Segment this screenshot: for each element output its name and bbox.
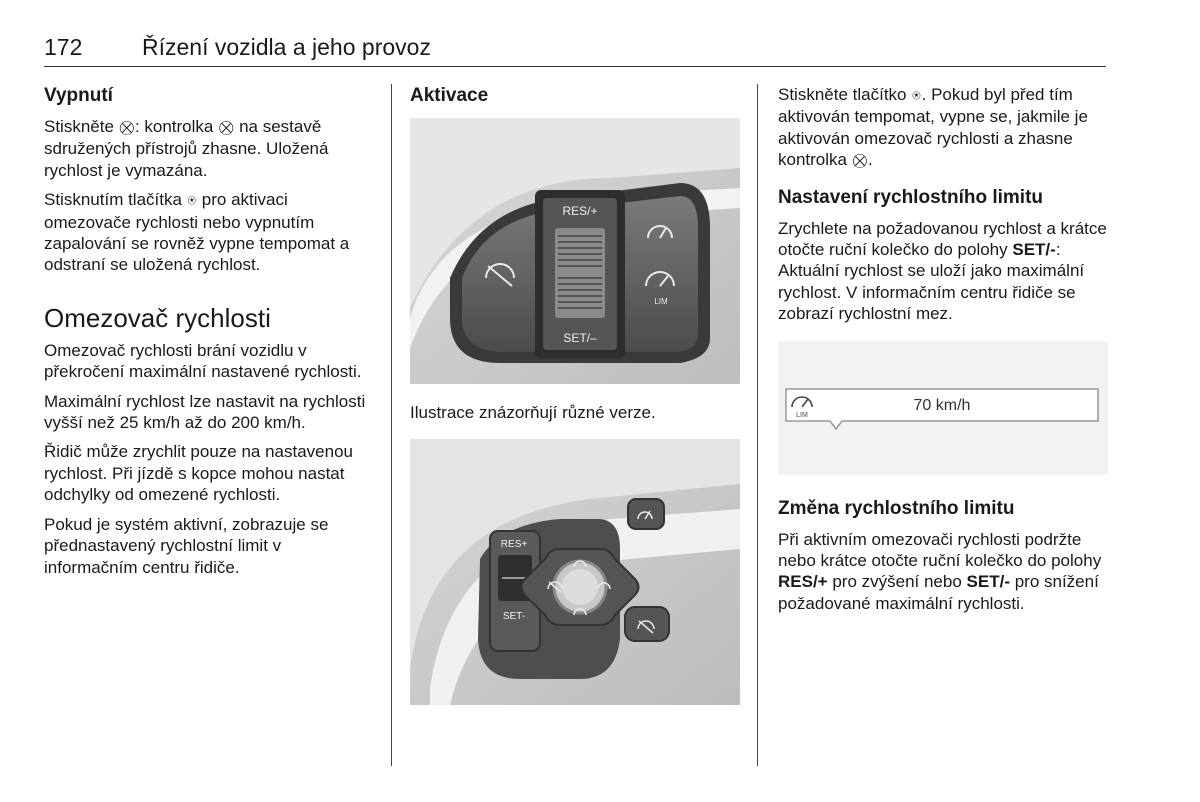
paragraph-omezovac-4: Pokud je systém aktivní, zobrazuje se přednastavený rychlostní limit v informačním centru řidiče.	[44, 514, 329, 577]
paragraph-zmena: Při aktivním omezovači rychlosti podržte nebo krátce otočte ruční kolečko do polohy RES/+ pro zvýšení nebo SET/- pro snížení požadované maximální rychlosti.	[778, 529, 1102, 613]
speed-limit-value: 70 km/h	[913, 396, 971, 414]
page-number: 172	[44, 34, 83, 60]
heading-nastaveni: Nastavení rychlostního limitu	[778, 186, 1043, 208]
res-plus-label: RES/+	[562, 204, 598, 218]
steering-wheel-illustration-2	[410, 439, 740, 705]
speed-limiter-icon: ⍟	[912, 87, 921, 103]
column-left	[44, 84, 376, 586]
lim-label: LIM	[654, 297, 668, 306]
set-label: SET-	[502, 611, 526, 623]
res-label: RES+	[500, 539, 528, 551]
page-header	[44, 32, 1106, 67]
cruise-off-icon: ⛒	[852, 152, 867, 169]
heading-vypnuti: Vypnutí	[44, 85, 113, 106]
steering-wheel-illustration-1	[410, 118, 740, 384]
column-right	[778, 84, 1108, 622]
chapter-title: Řízení vozidla a jeho provoz	[142, 34, 431, 60]
heading-aktivace: Aktivace	[410, 85, 489, 106]
cruise-off-icon: ⛒	[119, 119, 134, 135]
paragraph-aktivace-cont: Stiskněte tlačítko ⍟. Pokud byl před tím aktivován tempomat, vypne se, jakmile je aktivován omezovač rychlosti a zhasne kontrolka ⛒.	[778, 84, 1108, 172]
paragraph-nastaveni: Zrychlete na požadovanou rychlost a krátce otočte ruční kolečko do polohy SET/-: Aktuální rychlost se uloží jako maximální rychlost. V informačním centru řidiče se zobrazí rychlostní mez.	[778, 218, 1107, 324]
column-middle	[410, 84, 740, 705]
heading-zmena: Změna rychlostního limitu	[778, 497, 1015, 519]
paragraph-vypnuti-2: Stisknutím tlačítka ⍟ pro aktivaci omezovače rychlosti nebo vypnutím zapalování se rovněž vypne tempomat a odstraní se uložená rychlost.	[44, 190, 350, 275]
lim-label: LIM	[796, 411, 808, 419]
paragraph-omezovac-1: Omezovač rychlosti brání vozidlu v překročení maximální nastavené rychlosti.	[44, 340, 362, 382]
figure-caption: Ilustrace znázorňují různé verze.	[410, 403, 656, 422]
paragraph-omezovac-2: Maximální rychlost lze nastavit na rychlosti vyšší než 25 km/h až do 200 km/h.	[44, 391, 366, 433]
speed-limiter-icon: ⍟	[187, 192, 197, 209]
cruise-off-icon: ⛒	[219, 119, 234, 135]
column-divider-2	[757, 84, 758, 766]
heading-omezovac: Omezovač rychlosti	[44, 302, 271, 333]
set-minus-label: SET/–	[563, 331, 597, 345]
column-divider-1	[391, 84, 392, 766]
driver-info-display	[778, 341, 1108, 475]
paragraph-vypnuti-1: Stiskněte ⛒: kontrolka ⛒ na sestavě sdružených přístrojů zhasne. Uložená rychlost je vymazána.	[44, 117, 329, 180]
paragraph-omezovac-3: Řidič může zrychlit pouze na nastavenou rychlost. Při jízdě s kopce mohou nastat odchylky od omezené rychlosti.	[44, 442, 353, 505]
